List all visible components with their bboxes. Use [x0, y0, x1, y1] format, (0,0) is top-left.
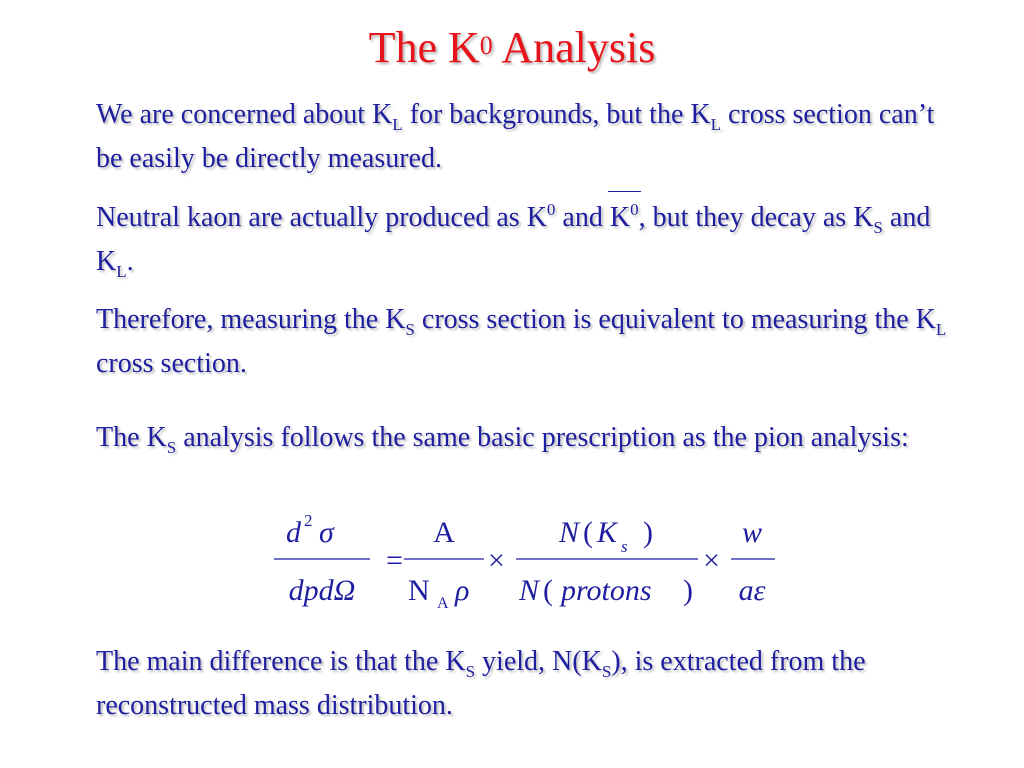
eq-den4: aε: [738, 574, 766, 607]
eq-times-1: ×: [488, 544, 505, 577]
eq-num3-close: ): [643, 516, 653, 549]
paragraph-ks-equivalence: Therefore, measuring the $K_S$ cross section is equivalent to measuring the $K_L$ cross section.: [96, 304, 947, 379]
paragraph-neutral-kaon: Neutral kaon are actually produced as $K^0$ and $K^0$, but they decay as $K_S$ and $K_L$.: [96, 197, 956, 285]
eq-num4: w: [741, 516, 763, 549]
eq-equals: =: [386, 544, 403, 577]
slide-title: The $K^0$ Analysis: [368, 23, 656, 72]
eq-den3-protons: protons: [561, 574, 652, 607]
eq-den2-rho: ρ: [455, 574, 470, 607]
eq-num3-open: (: [583, 516, 593, 549]
eq-num3-n: N: [559, 516, 580, 549]
paragraph-main-difference: The main difference is that the $K_S$ yield, $N(K_S)$, is extracted from the reconstructed mass distribution.: [96, 646, 866, 721]
eq-num3-sub: s: [621, 537, 628, 556]
paragraph-ks-analysis: The $K_S$ analysis follows the same basic prescription as the pion analysis:: [96, 422, 909, 457]
eq-den1: dpdΩ: [288, 574, 356, 607]
eq-den2: N: [408, 574, 430, 607]
eq-times-2: ×: [703, 544, 720, 577]
k-bar-symbol: $K^0$: [610, 197, 639, 241]
eq-den2-sub: A: [437, 595, 449, 612]
eq-num1: d: [286, 516, 301, 549]
eq-den3-open: (: [543, 574, 553, 607]
eq-num1-sigma: σ: [319, 516, 334, 549]
eq-den3-n: N: [519, 574, 540, 607]
paragraph-kl-background: We are concerned about $K_L$ for backgrounds, but the $K_L$ cross section can’t be easily be directly measured.: [96, 99, 935, 174]
eq-num3-k: K: [597, 516, 618, 549]
eq-num1-sup: 2: [304, 511, 313, 530]
eq-num2: A: [433, 516, 455, 549]
eq-den3-close: ): [683, 574, 693, 607]
